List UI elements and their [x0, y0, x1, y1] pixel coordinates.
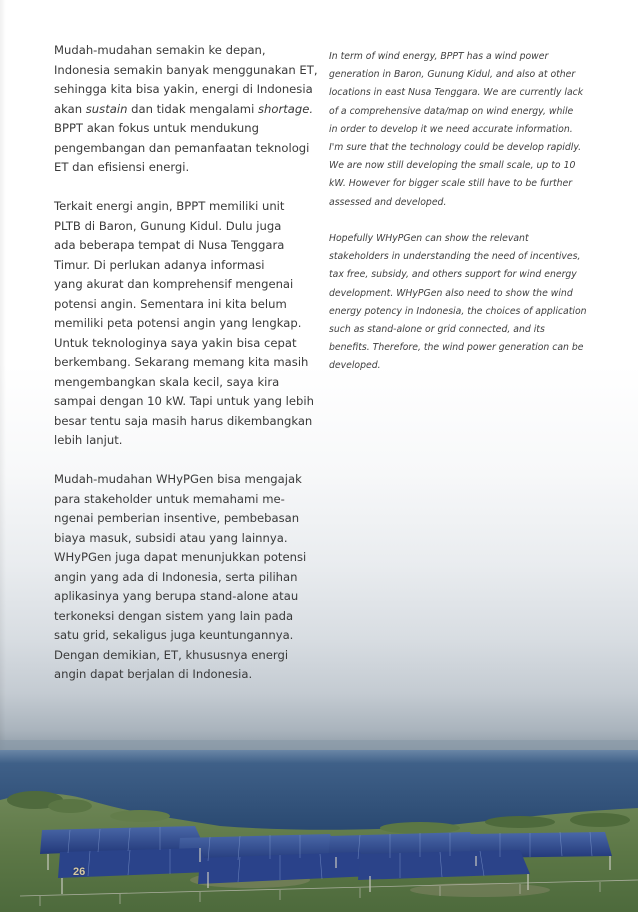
text-line: energy potency in Indonesia, the choices of application — [329, 305, 587, 317]
text-line: Indonesia semakin banyak menggunakan ET, — [54, 62, 318, 77]
text-line-with-italics: akan sustain dan tidak mengalami shortage. — [54, 101, 314, 116]
text-line: mengembangkan skala kecil, saya kira — [54, 374, 280, 389]
text-line: ada beberapa tempat di Nusa Tenggara — [54, 238, 285, 252]
text-line: of a comprehensive data/map on wind energy, while — [329, 105, 574, 117]
text-line: satu grid, sekaligus juga keuntungannya. — [54, 628, 294, 642]
italic-term: sustain — [85, 101, 128, 116]
text-line: angin dapat berjalan di Indonesia. — [54, 667, 253, 681]
text-line: benefits. Therefore, the wind power generation can be — [329, 342, 584, 354]
text-line: yang akurat dan komprehensif mengenai — [54, 277, 294, 291]
text-line: PLTB di Baron, Gunung Kidul. Dulu juga — [54, 218, 282, 233]
text-line: We are now still developing the small scale, up to 10 — [329, 160, 576, 172]
text-line: terkoneksi dengan sistem yang lain pada — [54, 608, 294, 623]
text-line: Terkait energi angin, BPPT memiliki unit — [54, 199, 285, 213]
text-line: besar tentu saja masih harus dikembangkan — [54, 413, 313, 428]
text-line: ngenai pemberian insentive, pembebasan — [54, 511, 300, 525]
text-line: Hopefully WHyPGen can show the relevant — [329, 233, 529, 245]
text-line: Dengan demikian, ET, khususnya energi — [54, 647, 289, 662]
text-line: sehingga kita bisa yakin, energi di Indonesia — [54, 82, 313, 96]
text-line: generation in Baron, Gunung Kidul, and also at other — [329, 69, 576, 81]
text-line: Timur. Di perlukan adanya informasi — [54, 257, 265, 272]
text-line: developed. — [329, 360, 381, 372]
text-line: such as stand-alone or grid connected, and its — [329, 324, 545, 336]
text-line: I'm sure that the technology could be develop rapidly. — [329, 142, 582, 154]
text-line: assessed and developed. — [329, 196, 447, 208]
text-line: Mudah-mudahan WHyPGen bisa mengajak — [54, 472, 302, 486]
text-line: memiliki peta potensi angin yang lengkap. — [54, 316, 302, 330]
text-line: BPPT akan fokus untuk mendukung — [54, 121, 259, 135]
text-line: kW. However for bigger scale still have to be further — [329, 178, 573, 190]
text-line: sampai dengan 10 kW. Tapi untuk yang lebih — [54, 394, 314, 408]
page-number: 26 — [73, 866, 86, 878]
text-line: in order to develop it we need accurate information. — [329, 123, 573, 135]
text-line: ET dan efisiensi energi. — [54, 160, 190, 174]
text-line: stakeholders in understanding the need of incentives, — [329, 251, 581, 263]
text-line: potensi angin. Sementara ini kita belum — [54, 296, 287, 311]
text-line: WHyPGen juga dapat menunjukkan potensi — [54, 550, 307, 564]
text-line: pengembangan dan pemanfaatan teknologi — [54, 140, 310, 155]
italic-term: shortage. — [258, 101, 314, 116]
text-line: berkembang. Sekarang memang kita masih — [54, 355, 309, 369]
text-line: locations in east Nusa Tenggara. We are currently lack — [329, 87, 584, 99]
text-line: para stakeholder untuk memahami me- — [54, 491, 285, 506]
text-line: tax free, subsidy, and others support for wind energy — [329, 269, 577, 281]
text-line: biaya masuk, subsidi atau yang lainnya. — [54, 530, 288, 545]
text-line: angin yang ada di Indonesia, serta pilihan — [54, 569, 298, 584]
text-line: Untuk teknologinya saya yakin bisa cepat — [54, 335, 297, 350]
text-line: Mudah-mudahan semakin ke depan, — [54, 43, 266, 57]
text-line: development. WHyPGen also need to show the wind — [329, 287, 573, 299]
text-line: aplikasinya yang berupa stand-alone atau — [54, 589, 299, 603]
text-line: In term of wind energy, BPPT has a wind power — [329, 51, 549, 62]
text-line: lebih lanjut. — [54, 433, 123, 447]
